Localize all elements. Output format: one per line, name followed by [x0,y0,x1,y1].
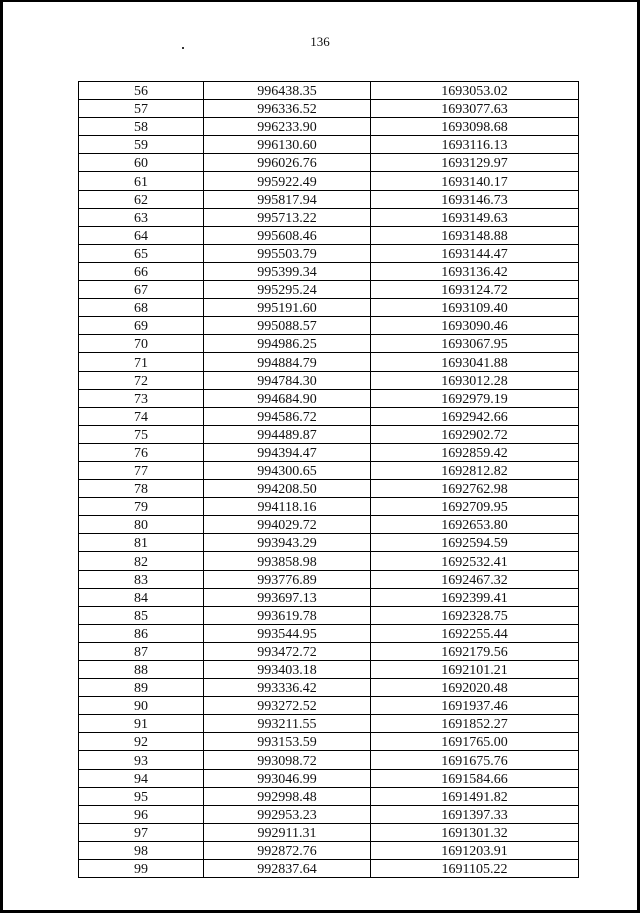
x-coordinate-cell: 993544.95 [204,624,371,642]
point-number-cell: 59 [79,136,204,154]
table-row [79,82,579,100]
x-coordinate-cell: 993336.42 [204,679,371,697]
table-row [79,642,579,660]
scan-border-left [0,0,3,913]
table-row [79,407,579,425]
table-row [79,244,579,262]
point-number-cell: 61 [79,172,204,190]
y-coordinate-cell: 1693090.46 [371,317,579,335]
point-number-cell: 96 [79,805,204,823]
y-coordinate-cell: 1692979.19 [371,389,579,407]
point-number-cell: 90 [79,697,204,715]
x-coordinate-cell: 994684.90 [204,389,371,407]
x-coordinate-cell: 993943.29 [204,534,371,552]
x-coordinate-cell: 995295.24 [204,281,371,299]
table-row [79,208,579,226]
table-row [79,787,579,805]
scan-speck [182,47,184,49]
point-number-cell: 57 [79,100,204,118]
y-coordinate-cell: 1693098.68 [371,118,579,136]
point-number-cell: 72 [79,371,204,389]
x-coordinate-cell: 995503.79 [204,244,371,262]
scan-border-top [0,0,640,2]
x-coordinate-cell: 994300.65 [204,461,371,479]
x-coordinate-cell: 994784.30 [204,371,371,389]
point-number-cell: 86 [79,624,204,642]
y-coordinate-cell: 1692255.44 [371,624,579,642]
table-row [79,733,579,751]
point-number-cell: 94 [79,769,204,787]
y-coordinate-cell: 1692942.66 [371,407,579,425]
y-coordinate-cell: 1691852.27 [371,715,579,733]
table-row [79,118,579,136]
point-number-cell: 97 [79,823,204,841]
point-number-cell: 69 [79,317,204,335]
table-row [79,443,579,461]
x-coordinate-cell: 996130.60 [204,136,371,154]
y-coordinate-cell: 1693109.40 [371,299,579,317]
point-number-cell: 93 [79,751,204,769]
y-coordinate-cell: 1693041.88 [371,353,579,371]
x-coordinate-cell: 992911.31 [204,823,371,841]
point-number-cell: 71 [79,353,204,371]
x-coordinate-cell: 994986.25 [204,335,371,353]
point-number-cell: 64 [79,226,204,244]
table-row [79,154,579,172]
table-row [79,136,579,154]
table-row [79,697,579,715]
x-coordinate-cell: 994394.47 [204,443,371,461]
x-coordinate-cell: 996336.52 [204,100,371,118]
point-number-cell: 98 [79,841,204,859]
point-number-cell: 85 [79,606,204,624]
x-coordinate-cell: 995922.49 [204,172,371,190]
table-row [79,480,579,498]
x-coordinate-cell: 993472.72 [204,642,371,660]
page-number: 136 [310,34,330,49]
x-coordinate-cell: 993403.18 [204,661,371,679]
x-coordinate-cell: 993211.55 [204,715,371,733]
coordinates-table [78,81,579,878]
y-coordinate-cell: 1692020.48 [371,679,579,697]
y-coordinate-cell: 1693140.17 [371,172,579,190]
point-number-cell: 76 [79,443,204,461]
y-coordinate-cell: 1691301.32 [371,823,579,841]
x-coordinate-cell: 993272.52 [204,697,371,715]
y-coordinate-cell: 1692328.75 [371,606,579,624]
y-coordinate-cell: 1691397.33 [371,805,579,823]
point-number-cell: 60 [79,154,204,172]
table-row [79,498,579,516]
point-number-cell: 95 [79,787,204,805]
x-coordinate-cell: 995088.57 [204,317,371,335]
x-coordinate-cell: 995713.22 [204,208,371,226]
x-coordinate-cell: 996438.35 [204,82,371,100]
y-coordinate-cell: 1691675.76 [371,751,579,769]
y-coordinate-cell: 1693077.63 [371,100,579,118]
x-coordinate-cell: 996233.90 [204,118,371,136]
table-row [79,262,579,280]
y-coordinate-cell: 1692399.41 [371,588,579,606]
y-coordinate-cell: 1692653.80 [371,516,579,534]
table-row [79,823,579,841]
x-coordinate-cell: 993098.72 [204,751,371,769]
x-coordinate-cell: 992953.23 [204,805,371,823]
y-coordinate-cell: 1693129.97 [371,154,579,172]
table-row [79,172,579,190]
point-number-cell: 70 [79,335,204,353]
table-row [79,226,579,244]
table-row [79,715,579,733]
x-coordinate-cell: 994586.72 [204,407,371,425]
table-row [79,281,579,299]
x-coordinate-cell: 993619.78 [204,606,371,624]
x-coordinate-cell: 993046.99 [204,769,371,787]
table-row [79,570,579,588]
table-row [79,425,579,443]
y-coordinate-cell: 1693144.47 [371,244,579,262]
x-coordinate-cell: 993697.13 [204,588,371,606]
y-coordinate-cell: 1693116.13 [371,136,579,154]
y-coordinate-cell: 1693149.63 [371,208,579,226]
coordinates-table-body [79,82,579,878]
table-row [79,805,579,823]
point-number-cell: 77 [79,461,204,479]
table-row [79,389,579,407]
x-coordinate-cell: 992998.48 [204,787,371,805]
y-coordinate-cell: 1692179.56 [371,642,579,660]
table-row [79,751,579,769]
x-coordinate-cell: 994118.16 [204,498,371,516]
y-coordinate-cell: 1692709.95 [371,498,579,516]
table-row [79,769,579,787]
point-number-cell: 92 [79,733,204,751]
y-coordinate-cell: 1693148.88 [371,226,579,244]
table-row [79,606,579,624]
table-row [79,371,579,389]
table-row [79,190,579,208]
point-number-cell: 89 [79,679,204,697]
table-row [79,299,579,317]
y-coordinate-cell: 1693067.95 [371,335,579,353]
table-row [79,552,579,570]
table-row [79,661,579,679]
x-coordinate-cell: 992837.64 [204,860,371,878]
x-coordinate-cell: 993776.89 [204,570,371,588]
point-number-cell: 75 [79,425,204,443]
point-number-cell: 65 [79,244,204,262]
y-coordinate-cell: 1692467.32 [371,570,579,588]
point-number-cell: 99 [79,860,204,878]
point-number-cell: 63 [79,208,204,226]
table-row [79,516,579,534]
point-number-cell: 66 [79,262,204,280]
point-number-cell: 88 [79,661,204,679]
table-row [79,860,579,878]
point-number-cell: 58 [79,118,204,136]
point-number-cell: 78 [79,480,204,498]
point-number-cell: 80 [79,516,204,534]
point-number-cell: 84 [79,588,204,606]
point-number-cell: 79 [79,498,204,516]
x-coordinate-cell: 994489.87 [204,425,371,443]
table-row [79,100,579,118]
y-coordinate-cell: 1692812.82 [371,461,579,479]
table-row [79,353,579,371]
point-number-cell: 56 [79,82,204,100]
y-coordinate-cell: 1692859.42 [371,443,579,461]
table-row [79,534,579,552]
y-coordinate-cell: 1693136.42 [371,262,579,280]
point-number-cell: 83 [79,570,204,588]
table-row [79,335,579,353]
x-coordinate-cell: 995191.60 [204,299,371,317]
point-number-cell: 87 [79,642,204,660]
y-coordinate-cell: 1693053.02 [371,82,579,100]
x-coordinate-cell: 994208.50 [204,480,371,498]
y-coordinate-cell: 1691105.22 [371,860,579,878]
point-number-cell: 91 [79,715,204,733]
table-row [79,317,579,335]
point-number-cell: 68 [79,299,204,317]
x-coordinate-cell: 994029.72 [204,516,371,534]
table-row [79,679,579,697]
x-coordinate-cell: 993153.59 [204,733,371,751]
point-number-cell: 67 [79,281,204,299]
table-row [79,841,579,859]
table-row [79,588,579,606]
point-number-cell: 81 [79,534,204,552]
y-coordinate-cell: 1692594.59 [371,534,579,552]
x-coordinate-cell: 995817.94 [204,190,371,208]
x-coordinate-cell: 993858.98 [204,552,371,570]
point-number-cell: 62 [79,190,204,208]
point-number-cell: 82 [79,552,204,570]
y-coordinate-cell: 1692101.21 [371,661,579,679]
y-coordinate-cell: 1692902.72 [371,425,579,443]
y-coordinate-cell: 1692762.98 [371,480,579,498]
y-coordinate-cell: 1691203.91 [371,841,579,859]
y-coordinate-cell: 1691491.82 [371,787,579,805]
y-coordinate-cell: 1693146.73 [371,190,579,208]
x-coordinate-cell: 995399.34 [204,262,371,280]
point-number-cell: 74 [79,407,204,425]
x-coordinate-cell: 995608.46 [204,226,371,244]
y-coordinate-cell: 1693012.28 [371,371,579,389]
x-coordinate-cell: 996026.76 [204,154,371,172]
y-coordinate-cell: 1691765.00 [371,733,579,751]
y-coordinate-cell: 1691584.66 [371,769,579,787]
y-coordinate-cell: 1693124.72 [371,281,579,299]
point-number-cell: 73 [79,389,204,407]
table-row [79,624,579,642]
y-coordinate-cell: 1691937.46 [371,697,579,715]
x-coordinate-cell: 994884.79 [204,353,371,371]
table-row [79,461,579,479]
x-coordinate-cell: 992872.76 [204,841,371,859]
y-coordinate-cell: 1692532.41 [371,552,579,570]
